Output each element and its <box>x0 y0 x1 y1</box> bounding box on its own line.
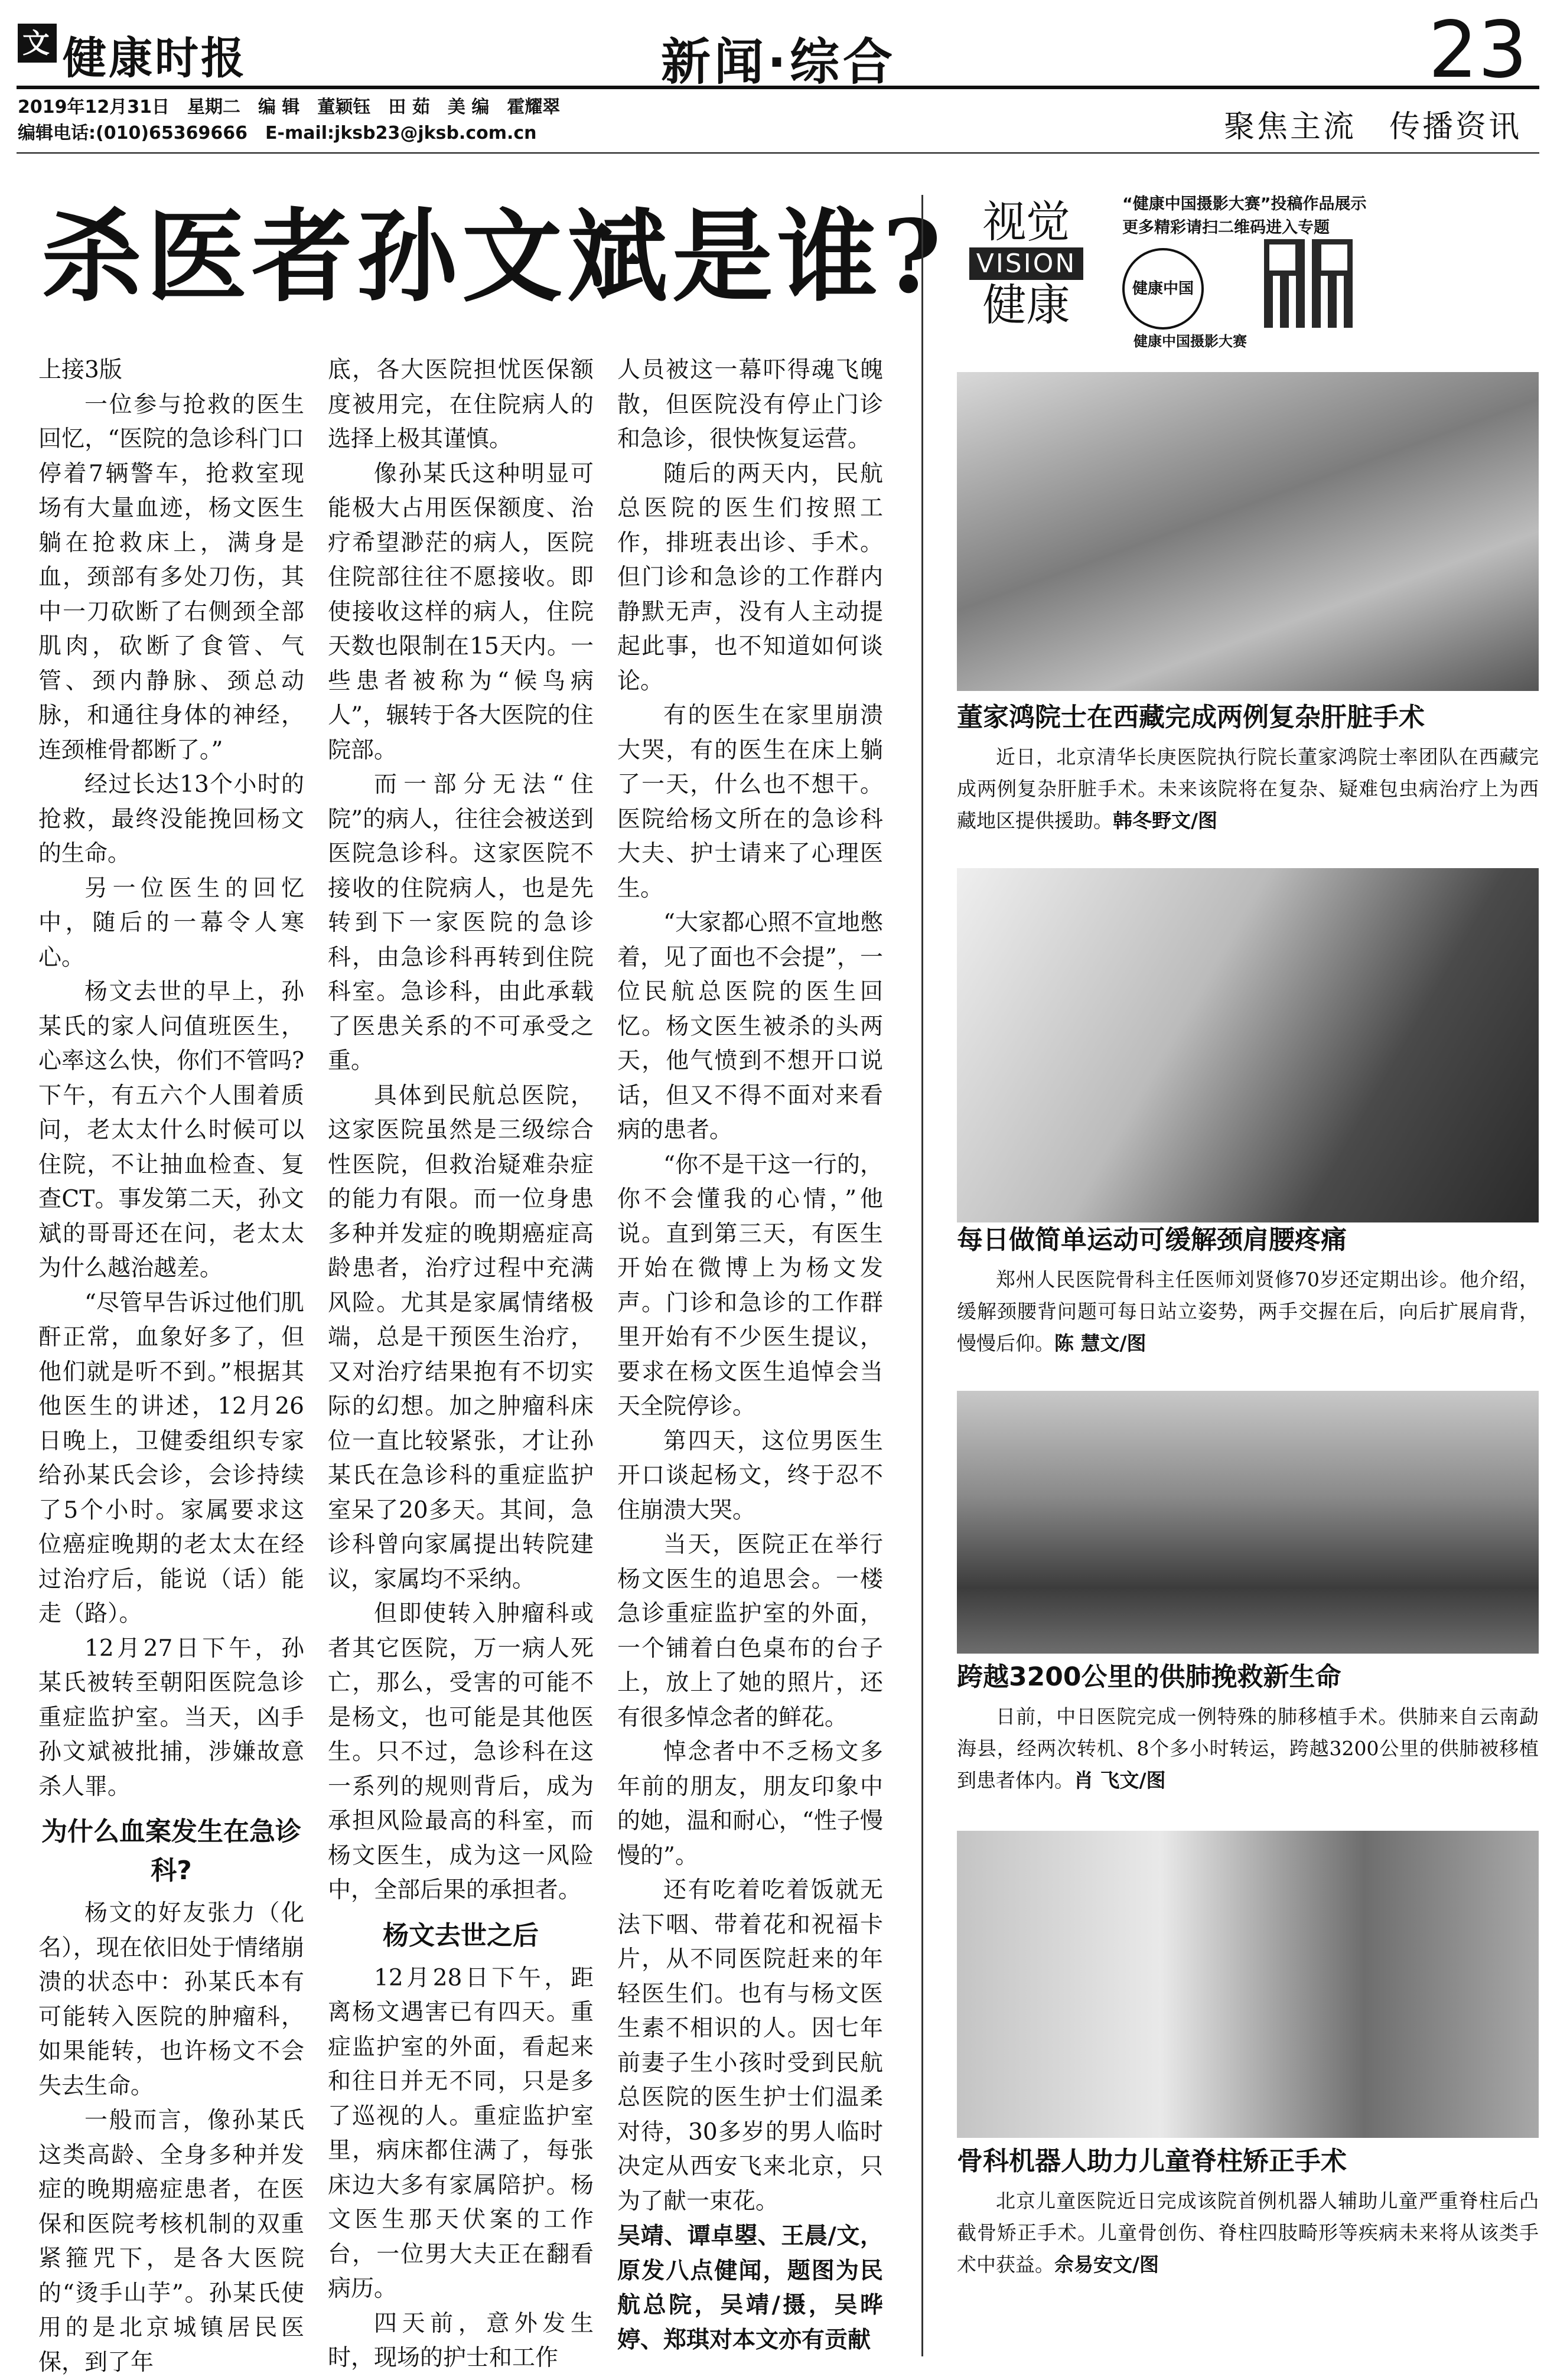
article-paragraph: 12月28日下午，距离杨文遇害已有四天。重症监护室的外面，看起来和往日并无不同，只是多了巡视的人。重症监护室里，病床都住满了，每张床边大多有家属陪护。杨文医生那天伏案的工作台，一位男大夫正在翻看病历。 <box>328 1964 594 2302</box>
photo-3-title: 跨越3200公里的供肺挽救新生命 <box>957 1662 1341 1692</box>
article-paragraph: 但即使转入肿瘤科或者其它医院，万一病人死亡，那么，受害的可能不是杨文，也可能是其他医生。只不过，急诊科在这一系列的规则背后，成为承担风险最高的科室，而杨文医生，成为这一风险中，全部后果的承担者。 <box>328 1600 594 1903</box>
vision-promo-line1: “健康中国摄影大赛”投稿作品展示 <box>1122 195 1367 213</box>
article-paragraph: 具体到民航总医院，这家医院虽然是三级综合性医院，但救治疑难杂症的能力有限。而一位身患多种并发症的晚期癌症高龄患者，治疗过程中充满风险。尤其是家属情绪极端，总是干预医生治疗，又对治疗结果抱有不切实际的幻想。加之肿瘤科床位一直比较紧张，才让孙某氏在急诊科的重症监护室呆了20多天。其间，急诊科曾向家属提出转院建议，家属均不采纳。 <box>328 1082 594 1593</box>
article-paragraph: 吴靖、谭卓曌、王晨/文，原发八点健闻，题图为民航总院，吴靖/摄，吴晔婷、郑琪对本文亦有贡献 <box>617 2222 883 2353</box>
newspaper-name: 健康时报 <box>63 33 247 84</box>
article-paragraph: 经过长达13个小时的抢救，最终没能挽回杨文的生命。 <box>38 771 304 867</box>
article-paragraph: 12月27日下午，孙某氏被转至朝阳医院急诊重症监护室。当天，凶手孙文斌被批捕，涉嫌故意杀人罪。 <box>38 1635 304 1800</box>
article-headline: 杀医者孙文斌是谁? <box>41 198 946 316</box>
dateline-block <box>18 94 560 146</box>
article-paragraph: 一位参与抢救的医生回忆，“医院的急诊科门口停着7辆警车，抢救室现场有大量血迹，杨文医生躺在抢救床上，满身是血，颈部有多处刀伤，其中一刀砍断了右侧颈全部肌肉，砍断了食管、气管、颈内静脉、颈总动脉，和通往身体的神经，连颈椎骨都断了。” <box>38 391 304 764</box>
subheading: 为什么血案发生在急诊科? <box>41 1817 301 1886</box>
column-divider <box>921 195 923 2356</box>
article-paragraph: 一般而言，像孙某氏这类高龄、全身多种并发症的晚期癌症患者，在医保和医院考核机制的双重紧箍咒下，是各大医院的“烫手山芋”。孙某氏使用的是北京城镇居民医保，到了年 <box>38 2107 304 2376</box>
dateline: 2019年12月31日 星期二 编 辑 董颖钰 田 茹 美 编 霍耀翠 <box>18 97 561 118</box>
slogan: 聚焦主流 传播资讯 <box>1223 109 1522 145</box>
vision-label-bottom: 健康 <box>982 280 1070 331</box>
vision-promo <box>1122 193 1370 240</box>
photo-1-title: 董家鸿院士在西藏完成两例复杂肝脏手术 <box>957 702 1425 732</box>
article-paragraph: 随后的两天内，民航总医院的医生们按照工作，排班表出诊、手术。但门诊和急诊的工作群内静默无声，没有人主动提起此事，也不知道如何谈论。 <box>617 460 883 695</box>
article-paragraph: 第四天，这位男医生开口谈起杨文，终于忍不住崩溃大哭。 <box>617 1427 883 1524</box>
contact-line: 编辑电话:(010)65369666 E-mail:jksb23@jksb.com.cn <box>18 123 537 144</box>
article-paragraph: 底，各大医院担忧医保额度被用完，在住院病人的选择上极其谨慎。 <box>328 357 594 452</box>
article-paragraph: 有的医生在家里崩溃大哭，有的医生在床上躺了一天，什么也不想干。医院给杨文所在的急诊科大夫、护士请来了心理医生。 <box>617 702 883 902</box>
vision-label <box>957 198 1096 330</box>
header-rule <box>17 86 1539 89</box>
photo-lung-transplant <box>957 1391 1539 1654</box>
article-paragraph: 杨文的好友张力（化名），现在依旧处于情绪崩溃的状态中：孙某氏本有可能转入医院的肿瘤科，如果能转，也许杨文不会失去生命。 <box>38 1900 304 2099</box>
article-paragraph: “大家都心照不宣地憋着，见了面也不会提”，一位民航总医院的医生回忆。杨文医生被杀的头两天，他气愤到不想开口说话，但又不得不面对来看病的患者。 <box>617 909 883 1143</box>
article-paragraph: 另一位医生的回忆中，随后的一幕令人寒心。 <box>38 875 304 971</box>
masthead-logo: 文 <box>18 24 57 63</box>
photo-3-credit: 肖 飞文/图 <box>1074 1769 1166 1792</box>
article-paragraph: 悼念者中不乏杨文多年前的朋友，朋友印象中的她，温和耐心，“性子慢慢的”。 <box>617 1739 883 1869</box>
article-paragraph: “你不是干这一行的，你不会懂我的心情，”他说。直到第三天，有医生开始在微博上为杨文发声。门诊和急诊的工作群里开始有不少医生提议，要求在杨文医生追悼会当天全院停诊。 <box>617 1151 883 1420</box>
vision-label-top: 视觉 <box>982 197 1070 247</box>
qr-code[interactable] <box>1264 239 1353 328</box>
article-paragraph: 当天，医院正在举行杨文医生的追思会。一楼急诊重症监护室的外面，一个铺着白色桌布的台子上，放上了她的照片，还有很多悼念者的鲜花。 <box>617 1531 883 1731</box>
photo-2-credit: 陈 慧文/图 <box>1054 1332 1146 1355</box>
photo-spine-robot <box>957 1831 1539 2138</box>
article-column-3 <box>617 353 883 2357</box>
article-paragraph: 像孙某氏这种明显可能极大占用医保额度、治疗希望渺茫的病人，医院住院部往往不愿接收。即使接收这样的病人，住院天数也限制在15天内。一些患者被称为“候鸟病人”，辗转于各大医院的住院部。 <box>328 460 594 764</box>
photo-2-text: 郑州人民医院骨科主任医师刘贤修70岁还定期出诊。他介绍，缓解颈腰背问题可每日站立姿势，两手交握在后，向后扩展肩背，慢慢后仰。 <box>957 1268 1539 1355</box>
photo-1-credit: 韩冬野文/图 <box>1113 809 1218 832</box>
article-paragraph: 人员被这一幕吓得魂飞魄散，但医院没有停止门诊和急诊，很快恢复运营。 <box>617 357 883 452</box>
photo-1-text: 近日，北京清华长庚医院执行院长董家鸿院士率团队在西藏完成两例复杂肝脏手术。未来该院将在复杂、疑难包虫病治疗上为西藏地区提供援助。 <box>957 745 1539 832</box>
photo-2-caption <box>957 1264 1539 1359</box>
photo-4-title: 骨科机器人助力儿童脊柱矫正手术 <box>957 2146 1347 2176</box>
vision-promo-line2: 更多精彩请扫二维码进入专题 <box>1122 219 1330 237</box>
article-paragraph: 上接3版 <box>38 357 122 383</box>
photo-4-credit: 佘易安文/图 <box>1054 2253 1159 2276</box>
header-rule-thin <box>17 152 1539 154</box>
article-paragraph: 杨文去世的早上，孙某氏的家人问值班医生，心率这么快，你们不管吗?下午，有五六个人围着质问，老太太什么时候可以住院，不让抽血检查、复查CT。事发第二天，孙文斌的哥哥还在问，老太太为什么越治越差。 <box>38 979 304 1282</box>
article-paragraph: 四天前，意外发生时，现场的护士和工作 <box>328 2310 594 2371</box>
photo-4-text: 北京儿童医院近日完成该院首例机器人辅助儿童严重脊柱后凸截骨矫正手术。儿童骨创伤、脊柱四肢畸形等疾病未来将从该类手术中获益。 <box>957 2189 1539 2276</box>
section-title: 新闻·综合 <box>661 33 896 91</box>
contest-logo-caption: 健康中国摄影大赛 <box>1133 333 1247 350</box>
article-column-1 <box>38 353 304 2380</box>
photo-2-title: 每日做简单运动可缓解颈肩腰疼痛 <box>957 1225 1347 1255</box>
photo-1-caption <box>957 741 1539 837</box>
photo-surgery <box>957 372 1539 691</box>
photo-3-caption <box>957 1701 1539 1797</box>
article-paragraph: 而一部分无法“住院”的病人，往往会被送到医院急诊科。这家医院不接收的住院病人，也是先转到下一家医院的急诊科，由急诊科再转到住院科室。急诊科，由此承载了医患关系的不可承受之重。 <box>328 771 594 1074</box>
subheading: 杨文去世之后 <box>383 1920 539 1951</box>
photo-doctor-exercise <box>957 868 1539 1222</box>
article-paragraph: 还有吃着吃着饭就无法下咽、带着花和祝福卡片，从不同医院赶来的年轻医生们。也有与杨文医生素不相识的人。因七年前妻子生小孩时受到民航总医院的医生护士们温柔对待，30多岁的男人临时决定从西安飞来北京，只为了献一束花。 <box>617 1877 883 2215</box>
article-column-2 <box>328 353 594 2376</box>
contest-logo: 健康中国 <box>1122 248 1204 330</box>
vision-label-tag: VISION <box>969 247 1084 280</box>
page-number: 23 <box>1428 5 1527 96</box>
photo-4-caption <box>957 2185 1539 2281</box>
photo-3-text: 日前，中日医院完成一例特殊的肺移植手术。供肺来自云南勐海县，经两次转机、8个多小时转运，跨越3200公里的供肺被移植到患者体内。 <box>957 1705 1539 1792</box>
article-paragraph: “尽管早告诉过他们肌酐正常，血象好多了，但他们就是听不到。”根据其他医生的讲述，12月26日晚上，卫健委组织专家给孙某氏会诊，会诊持续了5个小时。家属要求这位癌症晚期的老太太在经过治疗后，能说（话）能走（路）。 <box>38 1289 304 1627</box>
